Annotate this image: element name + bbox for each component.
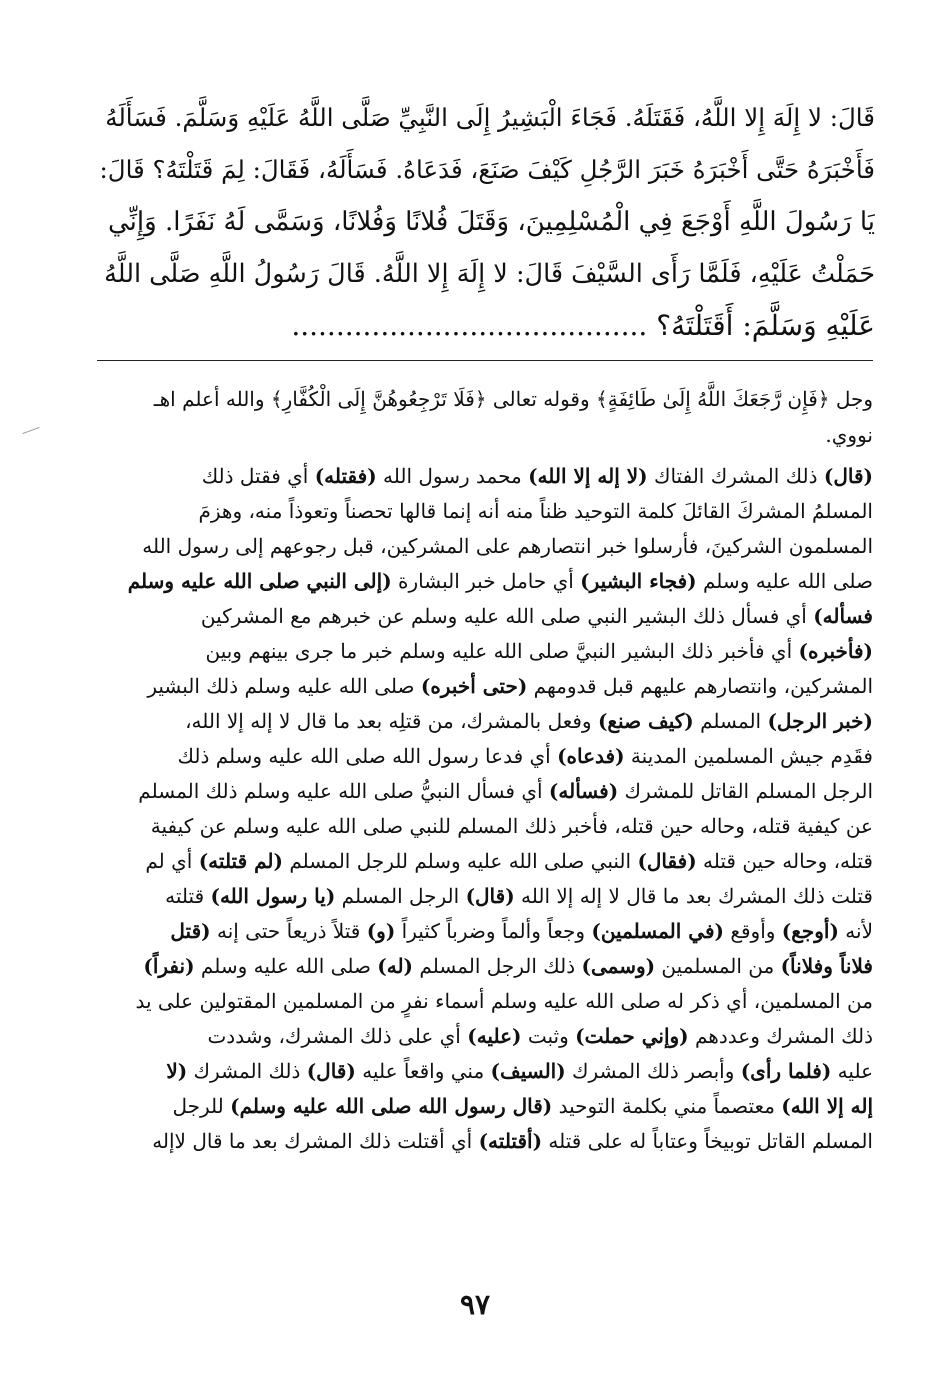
text-run: وجل: [829, 387, 873, 411]
bold-keyword: (خبر الرجل): [767, 709, 873, 733]
bold-keyword: (أوجع): [781, 919, 839, 943]
text-run: أي أقتلت ذلك المشرك بعد ما قال لاإله: [152, 1129, 479, 1153]
bold-keyword: (في المسلمين): [591, 919, 724, 943]
commentary-line: [98, 949, 873, 984]
text-run: ذلك المشرك وعددهم: [688, 1024, 873, 1048]
text-run: أي حامل خبر البشارة: [391, 569, 581, 593]
commentary-text: [98, 380, 873, 1159]
bold-keyword: (له): [377, 954, 414, 978]
text-run: النبي صلى الله عليه وسلم للرجل المسلم: [283, 849, 638, 873]
text-run: صلى الله عليه وسلم: [194, 954, 378, 978]
text-run: من المسلمين، أي ذكر له صلى الله عليه وسلم أسماء نفرٍ من المسلمين المقتولين على يد: [135, 989, 873, 1013]
commentary-line: [98, 669, 873, 704]
bold-keyword: (عليه): [467, 1024, 522, 1048]
text-run: أي فدعا رسول الله صلى الله عليه وسلم ذلك: [177, 744, 558, 768]
commentary-line: [98, 1124, 873, 1159]
text-run: للرجل: [172, 1094, 231, 1118]
bold-keyword: (أقتلته): [478, 1129, 543, 1153]
text-run: نووي.: [825, 423, 873, 447]
text-run: وأوقع: [723, 919, 782, 943]
text-run: لأنه: [838, 919, 873, 943]
commentary-line: [98, 739, 873, 774]
text-run: أي فسأل النبيُّ صلى الله عليه وسلم ذلك المسلم: [138, 779, 549, 803]
footnote-divider: [97, 360, 873, 361]
text-run: المشركين، وانتصارهم عليهم قبل قدومهم: [527, 674, 873, 698]
text-run: معتصماً مني بكلمة التوحيد: [552, 1094, 782, 1118]
bold-keyword: (قال رسول الله صلى الله عليه وسلم): [230, 1094, 553, 1118]
commentary-line: [98, 844, 873, 879]
commentary-line: [98, 879, 873, 914]
text-run: والله أعلم اهـ: [153, 387, 271, 411]
text-run: المسلم القاتل توبيخاً وعتاباً له على قتله: [542, 1129, 873, 1153]
bold-keyword: (فأخبره): [798, 639, 873, 663]
bold-keyword: (يا رسول الله): [210, 884, 336, 908]
hadith-line: يَا رَسُولَ اللَّهِ أَوْجَعَ فِي الْمُسْلِمِينَ، وَقَتَلَ فُلانًا وَفُلانًا، وَسَمَّى لَهُ نَفَرًا. وَإِنِّي: [108, 207, 875, 237]
bold-keyword: (و): [366, 919, 396, 943]
commentary-line: [98, 914, 873, 949]
commentary-line: [98, 704, 873, 739]
text-run: فقَدِم جيش المسلمين المدينة: [624, 744, 873, 768]
text-run: صلى الله عليه وسلم ذلك البشير: [147, 674, 421, 698]
commentary-line: [98, 634, 873, 669]
bold-keyword: (وإني حملت): [575, 1024, 689, 1048]
text-run: ذلك المشرك الفتاك: [647, 464, 824, 488]
commentary-line: [98, 494, 873, 529]
bold-keyword: (السيف): [490, 1059, 566, 1083]
text-run: عليه: [831, 1059, 873, 1083]
commentary-line: [98, 564, 873, 599]
text-run: وأبصر ذلك المشرك: [565, 1059, 741, 1083]
bold-keyword: (حتى أخبره): [420, 674, 528, 698]
page-number: ٩٧: [459, 1288, 491, 1321]
commentary-line: [98, 809, 873, 844]
text-run: صلى الله عليه وسلم: [696, 569, 873, 593]
hadith-line: فَأَخْبَرَهُ حَتَّى أَخْبَرَهُ خَبَرَ الرَّجُلِ كَيْفَ صَنَعَ، فَدَعَاهُ. فَسَأَلَهُ، فَقَالَ: لِمَ قَتَلْتَهُ؟ قَالَ:: [100, 155, 875, 184]
text-run: من المسلمين: [655, 954, 781, 978]
commentary-line: [98, 1019, 873, 1054]
text-run: قتله، وحاله حين قتله: [696, 849, 873, 873]
bold-keyword: (وسمى): [581, 954, 656, 978]
bold-keyword: (قتل: [170, 919, 211, 943]
text-run: قتلت ذلك المشرك بعد ما قال لا إله إلا الله: [514, 884, 873, 908]
commentary-line: [98, 599, 873, 634]
text-run: أي فقتل ذلك: [201, 464, 315, 488]
commentary-line: [98, 529, 873, 564]
text-run: ذلك المشرك: [187, 1059, 307, 1083]
bold-keyword: (قال): [823, 464, 873, 488]
bold-keyword: (قال): [306, 1059, 356, 1083]
text-run: الرجل المسلم: [335, 884, 466, 908]
text-run: المسلمون الشركينَ، فأرسلوا خبر انتصارهم على المشركين، قبل رجوعهم إلى رسول الله: [142, 534, 873, 558]
bold-keyword: (إلى النبي صلى الله عليه وسلم: [127, 569, 392, 593]
hadith-line: عَلَيْهِ وَسَلَّمَ: أَقَتَلْتَهُ؟ ........................................: [291, 309, 875, 342]
bold-keyword: فلاناً وفلاناً): [780, 954, 873, 978]
text-run: قتلاً ذريعاً حتى إنه: [210, 919, 367, 943]
bold-keyword: (لم قتلته): [198, 849, 283, 873]
commentary-line: [98, 1054, 873, 1089]
bold-keyword: (كيف صنع): [597, 709, 694, 733]
bold-keyword: (فجاء البشير): [580, 569, 697, 593]
text-run: أي فسأل ذلك البشير النبي صلى الله عليه وسلم عن خبرهم مع المشركين: [200, 604, 814, 628]
commentary-line: [98, 984, 873, 1019]
commentary-line: [98, 774, 873, 809]
text-run: وقوله تعالى: [486, 387, 596, 411]
bold-keyword: (فسأله): [548, 779, 619, 803]
scan-mark: [22, 427, 39, 434]
hadith-line: قَالَ: لا إِلَهَ إِلا اللَّهُ، فَقَتَلَهُ. فَجَاءَ الْبَشِيرُ إِلَى النَّبِيِّ صَلَّى اللَّهُ عَلَيْهِ وَسَلَّمَ. فَسَأَلَهُ: [105, 103, 875, 132]
bold-keyword: (لا: [166, 1059, 188, 1083]
text-run: قتلته: [165, 884, 211, 908]
bold-keyword: (لا إله إلا الله): [528, 464, 648, 488]
text-run: أي لم: [145, 849, 199, 873]
text-run: مني واقعاً عليه: [355, 1059, 491, 1083]
commentary-line: [98, 1089, 873, 1124]
text-run: وجعاً وألماً وضرباً كثيراً: [395, 919, 592, 943]
commentary-line: [98, 459, 873, 494]
bold-keyword: (فقال): [637, 849, 697, 873]
text-run: ذلك الرجل المسلم: [413, 954, 582, 978]
commentary-line: [98, 380, 873, 418]
text-run: وفعل بالمشرك، من قتلِه بعد ما قال لا إله إلا الله،: [185, 709, 598, 733]
text-run: ﴿فَإِن رَّجَعَكَ اللَّهُ إِلَىٰ طَائِفَةٍ﴾: [596, 387, 830, 411]
bold-keyword: (فلما رأى): [740, 1059, 832, 1083]
bold-keyword: إله إلا الله): [781, 1094, 873, 1118]
hadith-line: حَمَلْتُ عَلَيْهِ، فَلَمَّا رَأَى السَّيْفَ قَالَ: لا إِلَهَ إِلا اللَّهُ. قَالَ رَسُولُ اللَّهِ صَلَّى اللَّهُ: [104, 259, 875, 289]
hadith-text: [100, 92, 875, 352]
bold-keyword: (نفراً): [143, 954, 195, 978]
text-run: عن كيفية قتله، وحاله حين قتله، فأخبر ذلك المسلم للنبي صلى الله عليه وسلم عن كيفية: [150, 814, 873, 838]
text-run: وثبت: [521, 1024, 576, 1048]
text-run: الرجل المسلم القاتل للمشرك: [618, 779, 873, 803]
text-run: محمد رسول الله: [376, 464, 529, 488]
commentary-line: [98, 418, 873, 453]
text-run: أي على ذلك المشرك، وشددت: [207, 1024, 468, 1048]
text-run: ﴿فَلَا تَرْجِعُوهُنَّ إِلَى الْكُفَّارِ﴾: [270, 387, 487, 411]
bold-keyword: فسأله): [813, 604, 873, 628]
text-run: أي فأخبر ذلك البشير النبيَّ صلى الله عليه وسلم خبر ما جرى بينهم وبين: [205, 639, 799, 663]
bold-keyword: (فدعاه): [557, 744, 625, 768]
text-run: المسلمُ المشركَ القائلَ كلمة التوحيد ظناً منه أنه إنما قالها تحصناً وتعوذاً منه، وهزمَ: [198, 499, 873, 523]
bold-keyword: (قال): [465, 884, 515, 908]
bold-keyword: (فقتله): [314, 464, 377, 488]
text-run: المسلم: [693, 709, 768, 733]
